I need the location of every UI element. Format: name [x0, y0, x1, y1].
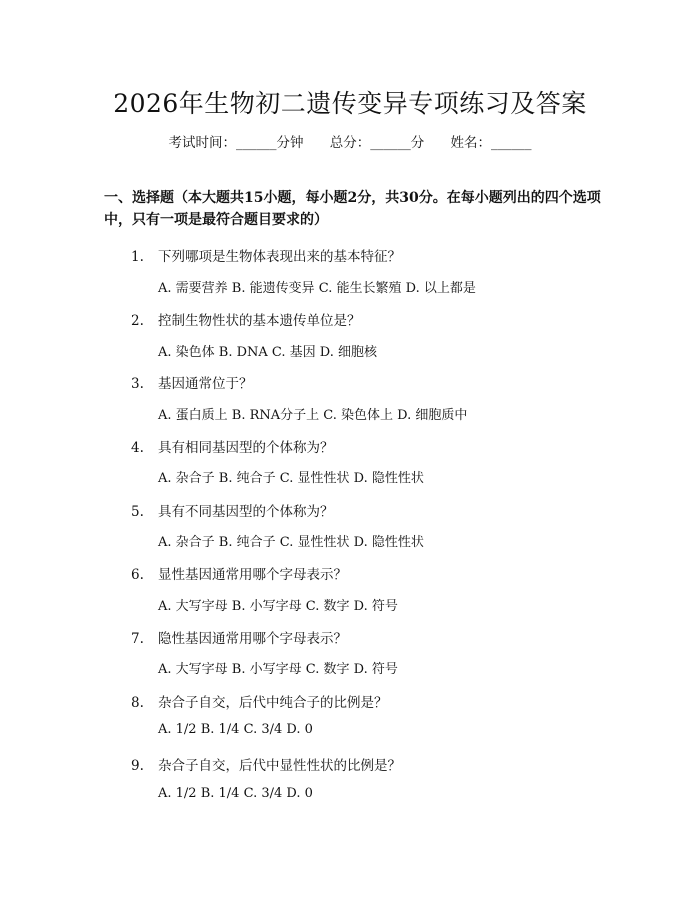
question-8-options: A. 1/2 B. 1/4 C. 3/4 D. 0 — [158, 722, 313, 737]
question-5 — [131, 500, 334, 520]
question-number: 3. — [131, 376, 144, 392]
question-text: 具有相同基因型的个体称为？ — [158, 440, 334, 456]
question-7-options: A. 大写字母 B. 小写字母 C. 数字 D. 符号 — [158, 662, 398, 677]
question-4 — [131, 436, 334, 456]
question-number: 8. — [131, 695, 144, 711]
question-number: 9. — [131, 758, 144, 774]
question-text: 隐性基因通常用哪个字母表示？ — [158, 631, 347, 647]
question-text: 具有不同基因型的个体称为？ — [158, 504, 334, 520]
exam-meta-line — [0, 131, 700, 151]
question-2-options: A. 染色体 B. DNA C. 基因 D. 细胞核 — [158, 345, 378, 360]
question-number: 5. — [131, 504, 144, 520]
question-number: 1. — [131, 249, 144, 265]
question-6-options: A. 大写字母 B. 小写字母 C. 数字 D. 符号 — [158, 599, 398, 614]
question-text: 基因通常位于？ — [158, 376, 253, 392]
section-heading-multiple-choice: 一、选择题（本大题共15小题，每小题2分，共30分。在每小题列出的四个选项中，只有一项是最符合题目要求的） — [104, 190, 601, 228]
exam-time-field: 考试时间：______分钟 — [168, 135, 304, 151]
question-3-options: A. 蛋白质上 B. RNA分子上 C. 染色体上 D. 细胞质中 — [158, 408, 468, 423]
question-text: 显性基因通常用哪个字母表示？ — [158, 567, 347, 583]
question-number: 4. — [131, 440, 144, 456]
question-number: 7. — [131, 631, 144, 647]
question-1-options: A. 需要营养 B. 能遗传变异 C. 能生长繁殖 D. 以上都是 — [158, 281, 476, 296]
question-9 — [131, 754, 401, 774]
question-6 — [131, 563, 347, 583]
question-3 — [131, 372, 253, 392]
question-5-options: A. 杂合子 B. 纯合子 C. 显性性状 D. 隐性性状 — [158, 535, 424, 550]
question-4-options: A. 杂合子 B. 纯合子 C. 显性性状 D. 隐性性状 — [158, 471, 424, 486]
question-text: 杂合子自交，后代中显性性状的比例是？ — [158, 758, 401, 774]
student-name-field: 姓名：______ — [450, 135, 532, 151]
question-7 — [131, 627, 347, 647]
question-9-options: A. 1/2 B. 1/4 C. 3/4 D. 0 — [158, 786, 313, 801]
question-2 — [131, 309, 361, 329]
question-number: 2. — [131, 313, 144, 329]
question-text: 控制生物性状的基本遗传单位是？ — [158, 313, 361, 329]
question-8 — [131, 691, 388, 711]
question-number: 6. — [131, 567, 144, 583]
question-text: 杂合子自交，后代中纯合子的比例是？ — [158, 695, 388, 711]
question-text: 下列哪项是生物体表现出来的基本特征？ — [158, 249, 401, 265]
total-score-field: 总分：______分 — [329, 135, 425, 151]
question-1 — [131, 245, 401, 265]
page-title: 2026年生物初二遗传变异专项练习及答案 — [113, 89, 587, 118]
